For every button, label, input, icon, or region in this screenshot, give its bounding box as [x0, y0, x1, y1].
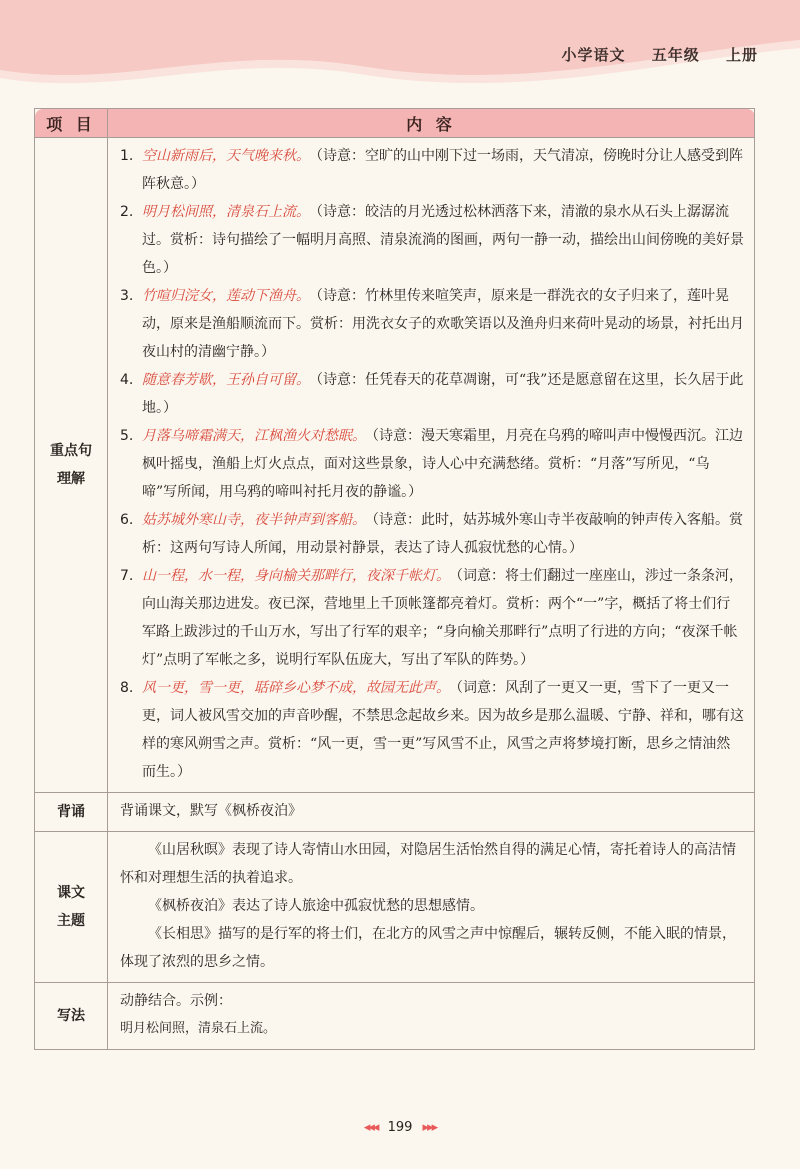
theme-label: 课文主题 — [35, 832, 108, 983]
right-arrows-icon: ▸▸▸ — [422, 1120, 437, 1135]
list-item: 7. 山一程，水一程，身向榆关那畔行，夜深千帐灯。 （词意：将士们翻过一座座山，涉过一条条河，向山海关那边进发。夜已深，营地里上千顶帐篷都亮着灯。赏析：两个“一”字，概括了将士们行军路上跋涉过的千山万水，写出了行军的艰辛；“身向榆关那畔行”点明了行进的方向；“夜深千帐灯”点明了军帐之多，说明行军队伍庞大，写出了军队的阵势。） — [120, 568, 743, 668]
poem-quote: 空山新雨后，天气晚来秋。 — [142, 148, 310, 164]
page-number: 199 — [387, 1120, 413, 1135]
explanation: （词意：风刮了一更又一更，雪下了一更又一更，词人被风雪交加的声音吵醒，不禁思念起故乡来。因为故乡是那么温暖、宁静、祥和，哪有这样的寒风朔雪之声。赏析：“风一更，雪一更”写风雪不止，风雪之声将梦境打断，思乡之情油然而生。） — [142, 680, 744, 780]
subject: 小学语文 — [561, 46, 626, 64]
explanation: （诗意：皎洁的月光透过松林洒落下来，清澈的泉水从石头上潺潺流过。赏析：诗句描绘了一幅明月高照、清泉流淌的图画，两句一静一动，描绘出山间傍晚的美好景色。） — [142, 204, 744, 276]
recite-label: 背诵 — [35, 793, 108, 832]
column-content: 内 容 — [108, 109, 755, 138]
row-recite — [35, 793, 755, 832]
theme-paragraph: 《长相思》描写的是行军的将士们，在北方的风雪之声中惊醒后，辗转反侧，不能入眠的情景，体现了浓烈的思乡之情。 — [120, 926, 736, 970]
explanation: （诗意：此时，姑苏城外寒山寺半夜敲响的钟声传入客船。赏析：这两句写诗人所闻，用动景衬静景，表达了诗人孤寂忧愁的心情。） — [142, 512, 743, 556]
column-item: 项 目 — [35, 109, 108, 138]
volume: 上册 — [725, 46, 758, 64]
list-item: 3. 竹喧归浣女，莲动下渔舟。 （诗意：竹林里传来喧笑声，原来是一群洗衣的女子归来了，莲叶晃动，原来是渔船顺流而下。赏析：用洗衣女子的欢歌笑语以及渔舟归来荷叶晃动的场景，衬托出月夜山村的清幽宁静。） — [120, 288, 744, 360]
table-header-row — [35, 109, 755, 138]
writing-example: 明月松间照，清泉石上流。 — [120, 1021, 277, 1036]
list-item: 5. 月落乌啼霜满天，江枫渔火对愁眠。 （诗意：漫天寒霜里，月亮在乌鸦的啼叫声中慢慢西沉。江边枫叶摇曳，渔船上灯火点点，面对这些景象，诗人心中充满愁绪。赏析：“月落”写所见，“乌啼”写所闻，用乌鸦的啼叫衬托月夜的静谧。） — [120, 428, 743, 500]
explanation: （诗意：漫天寒霜里，月亮在乌鸦的啼叫声中慢慢西沉。江边枫叶摇曳，渔船上灯火点点，面对这些景象，诗人心中充满愁绪。赏析：“月落”写所见，“乌啼”写所闻，用乌鸦的啼叫衬托月夜的静谧。） — [142, 428, 743, 500]
list-item: 8. 风一更，雪一更，聒碎乡心梦不成，故园无此声。 （词意：风刮了一更又一更，雪下了一更又一更，词人被风雪交加的声音吵醒，不禁思念起故乡来。因为故乡是那么温暖、宁静、祥和，哪有这样的寒风朔雪之声。赏析：“风一更，雪一更”写风雪不止，风雪之声将梦境打断，思乡之情油然而生。） — [120, 680, 744, 780]
poem-quote: 明月松间照，清泉石上流。 — [142, 204, 310, 220]
writing-label: 写法 — [35, 983, 108, 1050]
theme-paragraph: 《山居秋暝》表现了诗人寄情山水田园，对隐居生活怡然自得的满足心情，寄托着诗人的高洁情怀和对理想生活的执着追求。 — [120, 842, 736, 886]
poem-quote: 月落乌啼霜满天，江枫渔火对愁眠。 — [142, 428, 366, 444]
key-sentences-label: 重点句理解 — [35, 138, 108, 793]
explanation: （诗意：任凭春天的花草凋谢，可“我”还是愿意留在这里，长久居于此地。） — [142, 372, 744, 416]
explanation: （词意：将士们翻过一座座山，涉过一条条河，向山海关那边进发。夜已深，营地里上千顶帐篷都亮着灯。赏析：两个“一”字，概括了将士们行军路上跋涉过的千山万水，写出了行军的艰辛；“身向榆关那畔行”点明了行进的方向；“夜深千帐灯”点明了军帐之多，说明行军队伍庞大，写出了军队的阵势。） — [142, 568, 743, 668]
row-writing — [35, 983, 755, 1050]
key-sentences-content — [108, 138, 755, 793]
poem-quote: 姑苏城外寒山寺，夜半钟声到客船。 — [142, 512, 366, 528]
row-theme — [35, 832, 755, 983]
writing-method: 动静结合。示例： — [120, 993, 232, 1009]
recite-text: 背诵课文，默写《枫桥夜泊》 — [108, 793, 755, 832]
list-item: 2. 明月松间照，清泉石上流。 （诗意：皎洁的月光透过松林洒落下来，清澈的泉水从石头上潺潺流过。赏析：诗句描绘了一幅明月高照、清泉流淌的图画，两句一静一动，描绘出山间傍晚的美好景色。） — [120, 204, 744, 276]
poem-quote: 风一更，雪一更，聒碎乡心梦不成，故园无此声。 — [142, 680, 450, 696]
left-arrows-icon: ◂◂◂ — [363, 1120, 378, 1135]
book-title — [549, 44, 758, 65]
poem-quote: 山一程，水一程，身向榆关那畔行，夜深千帐灯。 — [142, 568, 450, 584]
row-key-sentences — [35, 138, 755, 793]
list-item: 6. 姑苏城外寒山寺，夜半钟声到客船。 （诗意：此时，姑苏城外寒山寺半夜敲响的钟声传入客船。赏析：这两句写诗人所闻，用动景衬静景，表达了诗人孤寂忧愁的心情。） — [120, 512, 743, 556]
theme-content — [108, 832, 755, 983]
list-item: 1. 空山新雨后，天气晚来秋。 （诗意：空旷的山中刚下过一场雨，天气清凉，傍晚时分让人感受到阵阵秋意。） — [120, 148, 743, 192]
explanation: （诗意：竹林里传来喧笑声，原来是一群洗衣的女子归来了，莲叶晃动，原来是渔船顺流而下。赏析：用洗衣女子的欢歌笑语以及渔舟归来荷叶晃动的场景，衬托出月夜山村的清幽宁静。） — [142, 288, 744, 360]
explanation: （诗意：空旷的山中刚下过一场雨，天气清凉，傍晚时分让人感受到阵阵秋意。） — [142, 148, 743, 192]
poem-quote: 随意春芳歇，王孙自可留。 — [142, 372, 310, 388]
writing-content — [108, 983, 755, 1050]
grade: 五年级 — [651, 46, 700, 64]
page-footer — [0, 1120, 800, 1135]
list-item: 4. 随意春芳歇，王孙自可留。 （诗意：任凭春天的花草凋谢，可“我”还是愿意留在这里，长久居于此地。） — [120, 372, 744, 416]
poem-quote: 竹喧归浣女，莲动下渔舟。 — [142, 288, 310, 304]
study-table — [34, 108, 755, 1050]
theme-paragraph: 《枫桥夜泊》表达了诗人旅途中孤寂忧愁的思想感情。 — [148, 898, 484, 914]
